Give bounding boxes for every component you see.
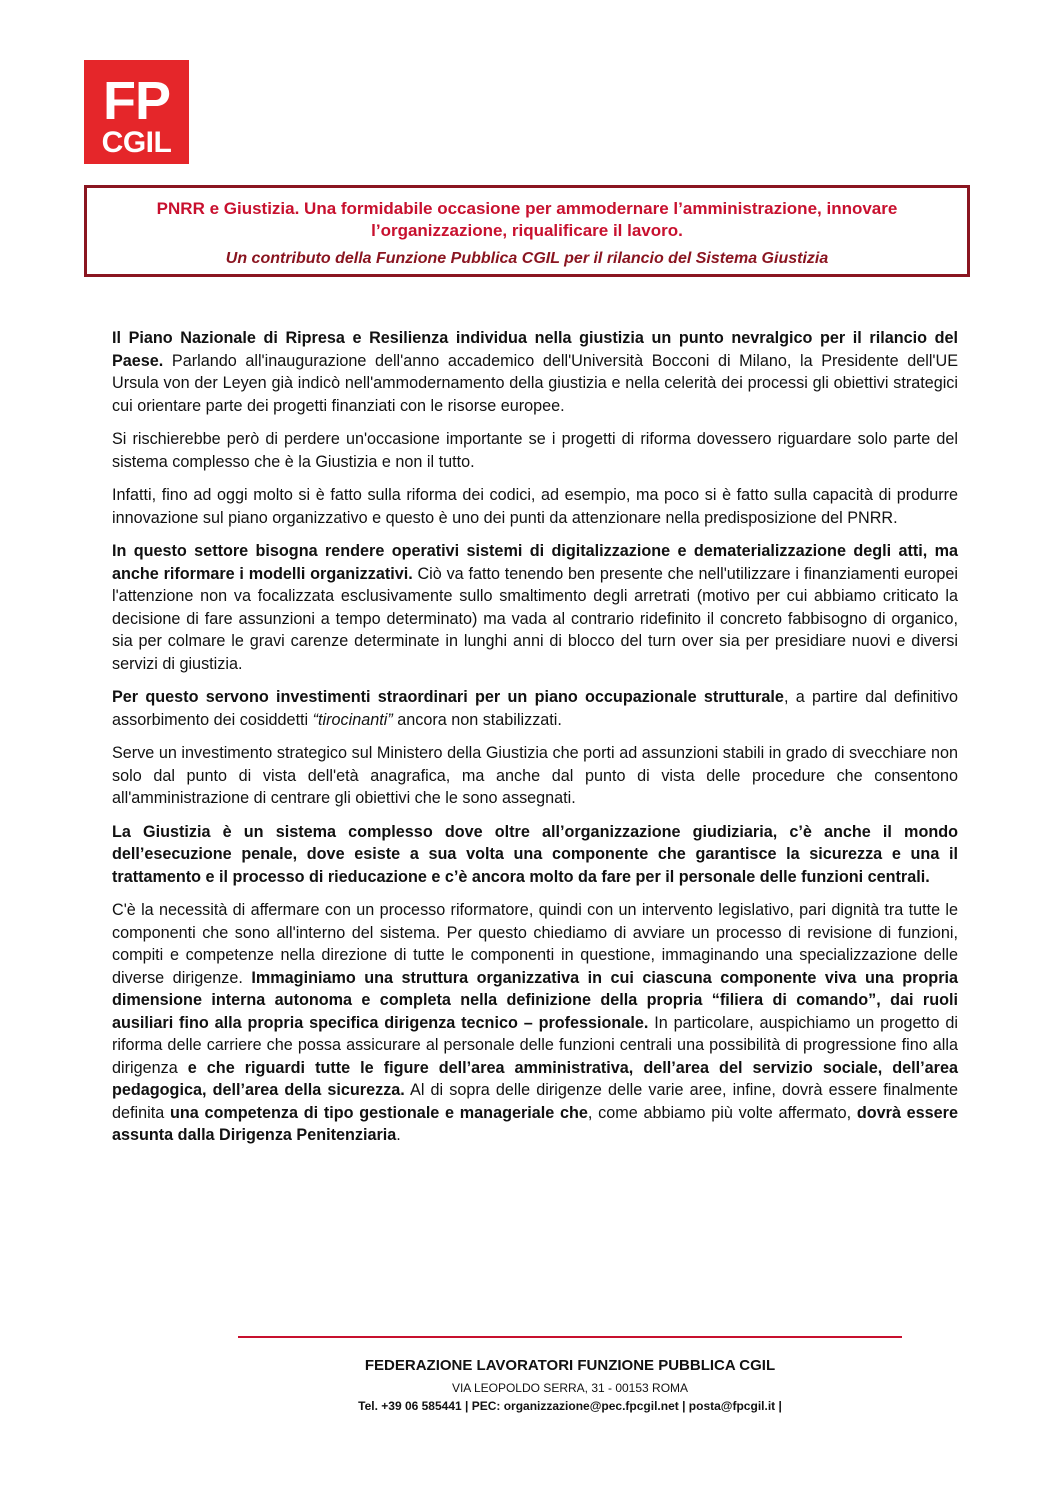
paragraph-8-b: Immaginiamo una struttura organizzativa in cui ciascuna componente viva una propria dimensione interna autonoma e completa nella definizione della propria “filiera di comando”, dai ruoli ausiliari fino alla propria specifica dirigenza tecnico – professionale. [112,968,958,1032]
document-subtitle: Un contributo della Funzione Pubblica CGIL per il rilancio del Sistema Giustizia [225,250,829,267]
paragraph-7 [112,821,958,889]
paragraph-8-e: Al di sopra delle dirigenze delle varie aree, infine, dovrà essere finalmente definita [112,1081,958,1122]
paragraph-5-text: , a partire dal definitivo assorbimento dei cosiddetti [112,688,958,729]
paragraph-4-bold: In questo settore bisogna rendere operativi sistemi di digitalizzazione e dematerializzazione degli atti, ma anche riformare i modelli organizzativi. [112,542,958,583]
footer-contacts: Tel. +39 06 585441 | PEC: organizzazione@pec.fpcgil.net | posta@fpcgil.it | [358,1399,782,1413]
paragraph-6: Serve un investimento strategico sul Ministero della Giustizia che porti ad assunzioni stabili in grado di svecchiare non solo dal punto di vista dell'età anagrafica, ma anche dal punto di vista delle procedure che consentono all'amministrazione di centrare gli obiettivi che le sono assegnati. [112,744,958,807]
paragraph-7-bold: La Giustizia è un sistema complesso dove oltre all’organizzazione giudiziaria, c’è anche il mondo dell’esecuzione penale, dove esiste a sua volta una componente che garantisce la sicurezza e una il trattamento e il processo di rieducazione e c’è ancora molto da fare per il personale delle funzioni centrali. [112,822,958,886]
paragraph-5-end: ancora non stabilizzati. [392,710,562,729]
paragraph-8-a: C'è la necessità di affermare con un processo riformatore, quindi con un intervento legislativo, pari dignità tra tutte le componenti che sono all'interno del sistema. Per questo chiediamo di avviare un processo di revisione di funzioni, compiti e competenze nella direzione di tutte le componenti in questione, immaginando una specializzazione delle diverse dirigenze. [112,901,958,987]
footer [238,1356,902,1414]
footer-organization: FEDERAZIONE LAVORATORI FUNZIONE PUBBLICA CGIL [364,1357,776,1374]
paragraph-1-bold: Il Piano Nazionale di Ripresa e Resilienza individua nella giustizia un punto nevralgico per il rilancio del Paese. [112,329,958,370]
footer-divider [238,1336,902,1338]
paragraph-8-d: e che riguardi tutte le figure dell’area amministrativa, dell’area del servizio sociale, dell’area pedagogica, dell’area della sicurezza. [112,1058,958,1099]
fp-cgil-logo [84,60,189,164]
document-body [112,327,958,1158]
paragraph-5-bold: Per questo servono investimenti straordinari per un piano occupazionale strutturale [112,688,784,706]
paragraph-8-h: dovrà essere assunta dalla Dirigenza Penitenziaria [112,1103,958,1144]
logo-cgil-text: CGIL [101,126,172,159]
footer-address: VIA LEOPOLDO SERRA, 31 - 00153 ROMA [451,1381,689,1395]
logo-fp-text: FP [102,71,170,131]
title-box [84,185,970,277]
paragraph-2: Si rischierebbe però di perdere un'occasione importante se i progetti di riforma dovessero riguardare solo parte del sistema complesso che è la Giustizia e non il tutto. [112,430,958,471]
paragraph-8-f: una competenza di tipo gestionale e manageriale che [169,1103,588,1122]
paragraph-4-text: Ciò va fatto tenendo ben presente che nell'utilizzare i finanziamenti europei l'attenzione non va focalizzata esclusivamente sullo smaltimento degli arretrati (motivo per cui abbiamo criticato la decisione di fare assunzioni a tempo determinato) ma vada al contrario ridefinito il concreto fabbisogno di organico, sia per colmare le gravi carenze determinate in lunghi anni di blocco del turn over sia per presidiare nuovi e diversi servizi di giustizia. [112,564,958,673]
paragraph-8-c: In particolare, auspichiamo un progetto di riforma delle carriere che possa assicurare al personale delle funzioni centrali una possibilità di progressione fino alla dirigenza [112,1013,958,1077]
paragraph-8 [112,899,958,1147]
document-title: PNRR e Giustizia. Una formidabile occasione per ammodernare l’amministrazione, innovare l’organizzazione, riqualificare il lavoro. [156,199,898,240]
paragraph-1 [112,327,958,417]
paragraph-4 [112,540,958,675]
paragraph-8-g: , come abbiamo più volte affermato, [587,1103,857,1122]
paragraph-5 [112,686,958,731]
paragraph-3: Infatti, fino ad oggi molto si è fatto sulla riforma dei codici, ad esempio, ma poco si è fatto sulla capacità di produrre innovazione sul piano organizzativo e questo è uno dei punti da attenzionare nella predisposizione del PNRR. [112,486,958,527]
paragraph-8-i: . [396,1126,401,1144]
paragraph-1-text: Parlando all'inaugurazione dell'anno accademico dell'Università Bocconi di Milano, la Presidente dell'UE Ursula von der Leyen già indicò nell'ammodernamento della giustizia e nella celerità dei processi gli obiettivi strategici cui orientare parte dei progetti finanziati con le risorse europee. [112,351,958,415]
paragraph-5-italic: “tirocinanti” [312,710,393,729]
